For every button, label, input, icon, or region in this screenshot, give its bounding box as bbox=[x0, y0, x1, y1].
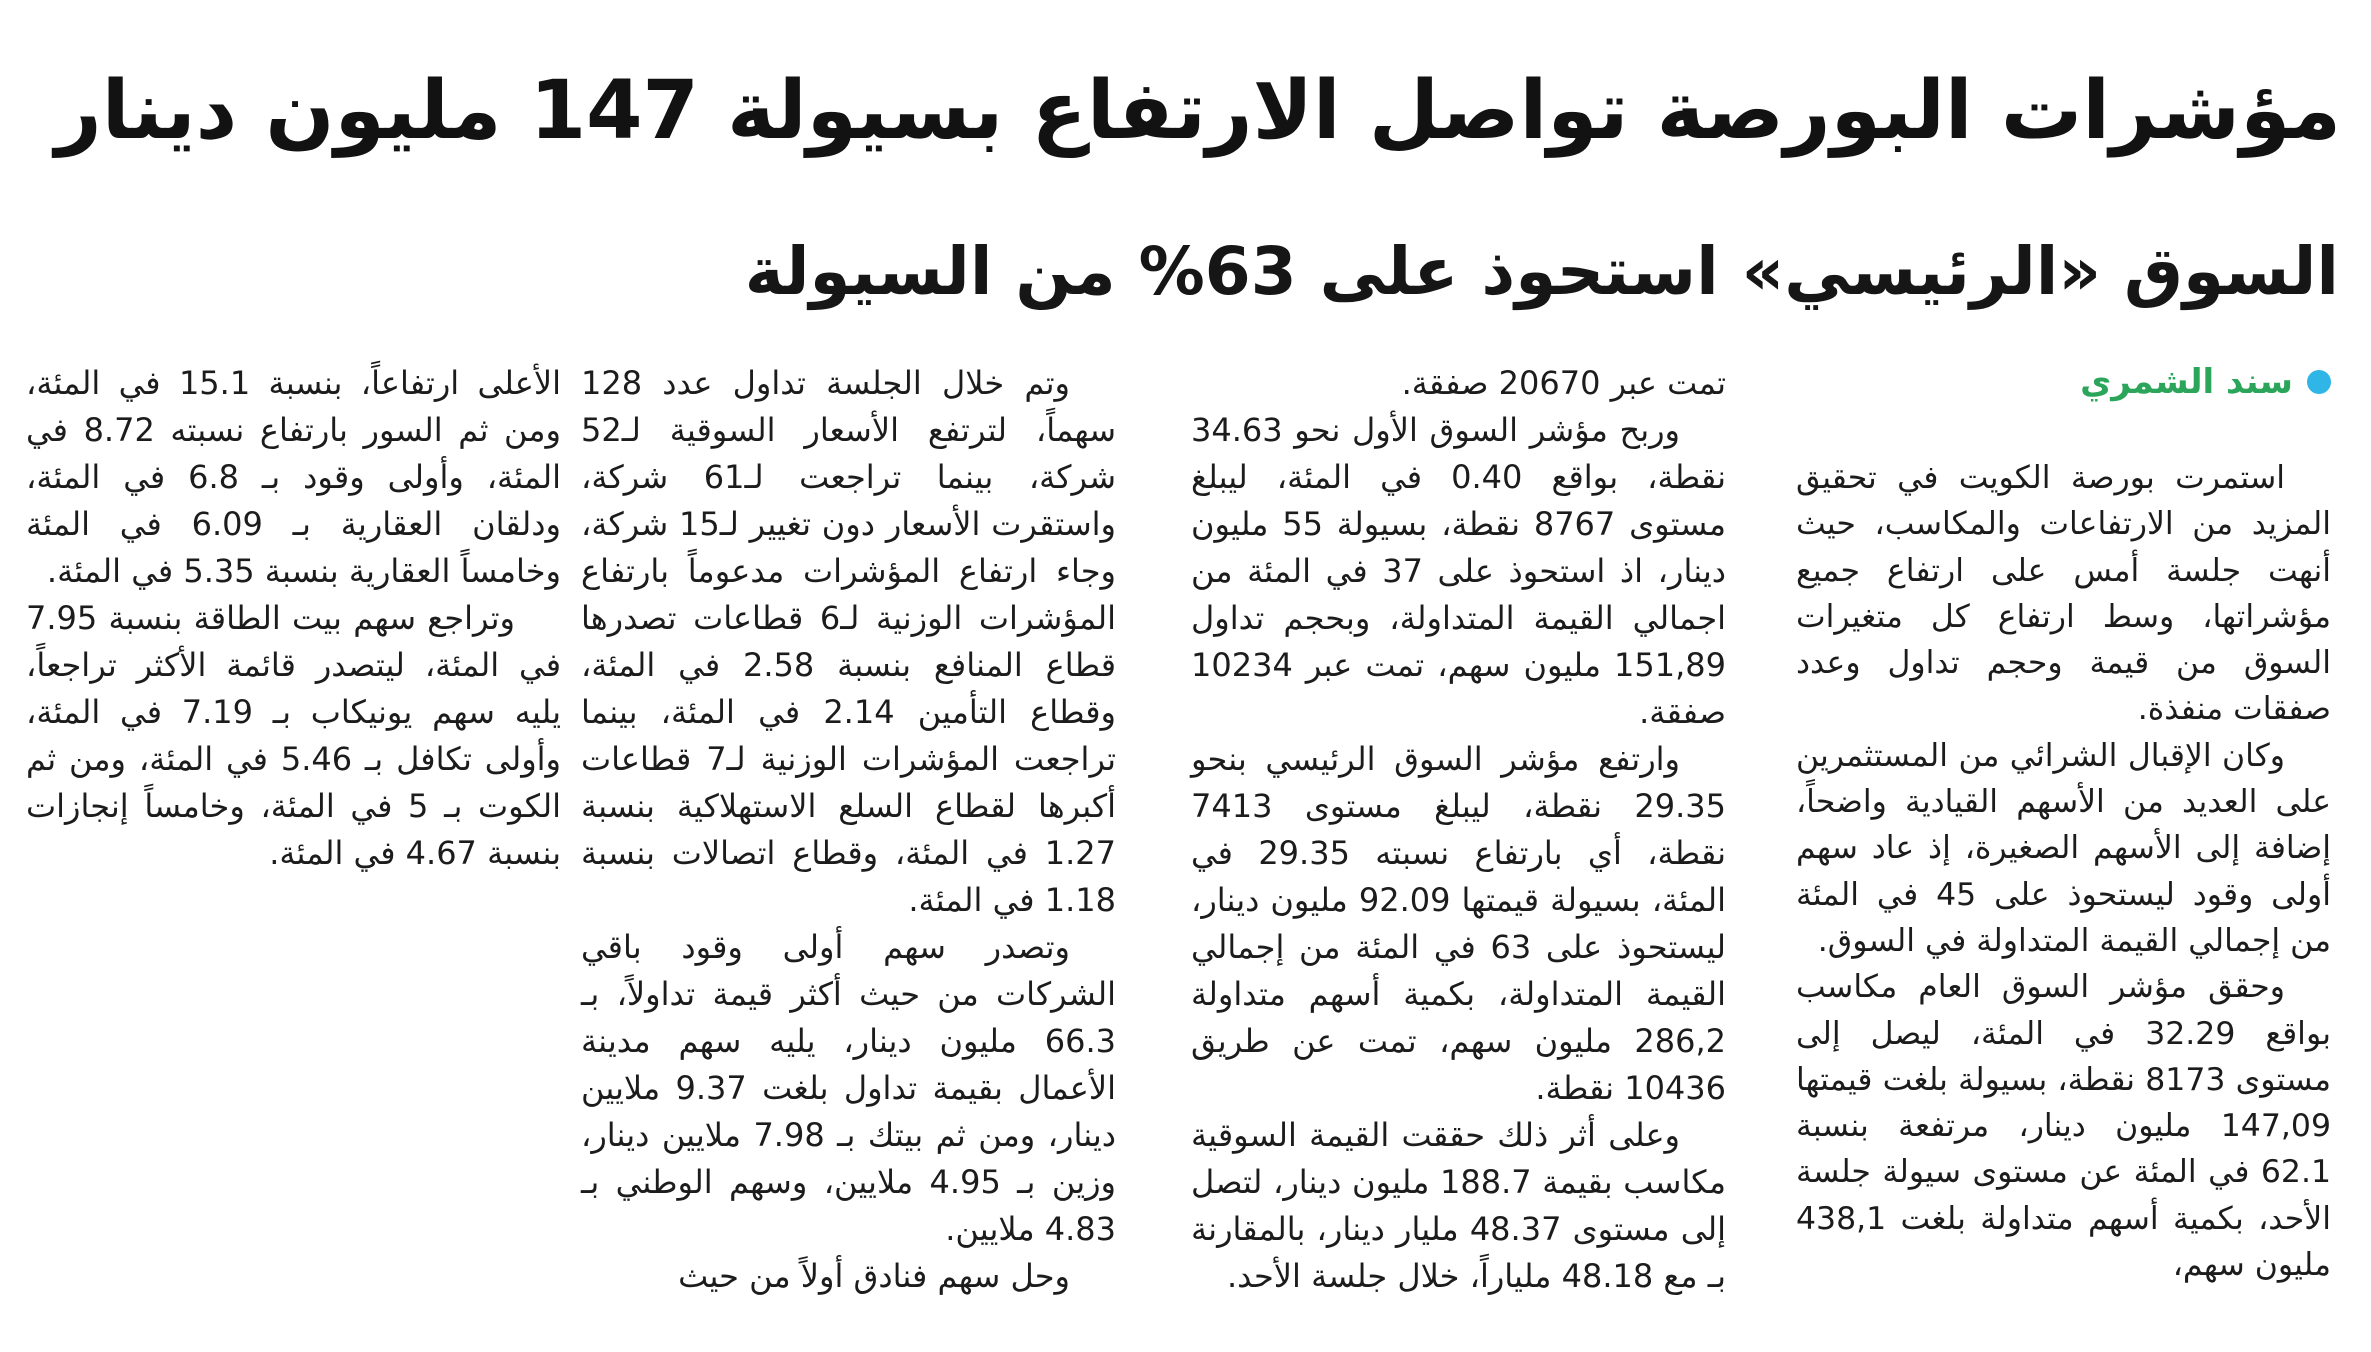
paragraph: وعلى أثر ذلك حققت القيمة السوقية مكاسب بقيمة 188.7 مليون دينار، لتصل إلى مستوى 48.37 مليار دينار، بالمقارنة بـ مع 48.18 ملياراً، خلال جلسة الأحد. bbox=[1191, 1116, 1727, 1295]
paragraph: استمرت بورصة الكويت في تحقيق المزيد من الارتفاعات والمكاسب، حيث أنهت جلسة أمس على ارتفاع جميع مؤشراتها، وسط ارتفاع كل متغيرات السوق من قيمة وحجم تداول وعدد صفقات منفذة. bbox=[1796, 460, 2331, 728]
article-column-2 bbox=[1191, 360, 1726, 1300]
paragraph: وربح مؤشر السوق الأول نحو 34.63 نقطة، بواقع 0.40 في المئة، ليبلغ مستوى 8767 نقطة، بسيولة 55 مليون دينار، اذ استحوذ على 37 في المئة من اجمالي القيمة المتداولة، وبحجم تداول 151,89 مليون سهم، تمت عبر 10234 صفقة. bbox=[1191, 411, 1727, 731]
paragraph: الأعلى ارتفاعاً، بنسبة 15.1 في المئة، ومن ثم السور بارتفاع نسبته 8.72 في المئة، وأولى وقود بـ 6.8 في المئة، ودلقان العقارية بـ 6.09 في المئة وخامساً العقارية بنسبة 5.35 في المئة. bbox=[26, 364, 562, 590]
paragraph: وحل سهم فنادق أولاً من حيث bbox=[678, 1257, 1070, 1295]
article-column-3 bbox=[581, 360, 1116, 1300]
byline bbox=[2080, 362, 2331, 402]
bullet-dot-icon bbox=[2307, 370, 2331, 394]
paragraph: وتصدر سهم أولى وقود باقي الشركات من حيث أكثر قيمة تداولاً، بـ 66.3 مليون دينار، يليه سهم مدينة الأعمال بقيمة تداول بلغت 9.37 ملايين دينار، ومن ثم بيتك بـ 7.98 ملايين دينار، وزين بـ 4.95 ملايين، وسهم الوطني بـ 4.83 ملايين. bbox=[581, 928, 1116, 1248]
paragraph: وتراجع سهم بيت الطاقة بنسبة 7.95 في المئة، ليتصدر قائمة الأكثر تراجعاً، يليه سهم يونيكاب بـ 7.19 في المئة، وأولى تكافل بـ 5.46 في المئة، ومن ثم الكوت بـ 5 في المئة، وخامساً إنجازات بنسبة 4.67 في المئة. bbox=[26, 599, 562, 872]
paragraph: وتم خلال الجلسة تداول عدد 128 سهماً، لترتفع الأسعار السوقية لـ52 شركة، بينما تراجعت لـ61 شركة، واستقرت الأسعار دون تغيير لـ15 شركة، وجاء ارتفاع المؤشرات مدعوماً بارتفاع المؤشرات الوزنية لـ6 قطاعات تصدرها قطاع المنافع بنسبة 2.58 في المئة، وقطاع التأمين 2.14 في المئة، بينما تراجعت المؤشرات الوزنية لـ7 قطاعات أكبرها لقطاع السلع الاستهلاكية بنسبة 1.27 في المئة، وقطاع اتصالات بنسبة 1.18 في المئة. bbox=[581, 364, 1117, 919]
headline: مؤشرات البورصة تواصل الارتفاع بسيولة 147 مليون دينار bbox=[55, 64, 2341, 158]
paragraph: وكان الإقبال الشرائي من المستثمرين على العديد من الأسهم القيادية واضحاً، إضافة إلى الأسهم الصغيرة، إذ عاد سهم أولى وقود ليستحوذ على 45 في المئة من إجمالي القيمة المتداولة في السوق. bbox=[1796, 737, 2331, 959]
article-column-4 bbox=[26, 360, 561, 877]
author-name: سند الشمري bbox=[2080, 362, 2293, 402]
article-column-1 bbox=[1796, 455, 2331, 1288]
paragraph: تمت عبر 20670 صفقة. bbox=[1401, 364, 1726, 402]
paragraph: وحقق مؤشر السوق العام مكاسب بواقع 32.29 في المئة، ليصل إلى مستوى 8173 نقطة، بسيولة بلغت قيمتها 147,09 مليون دينار، مرتفعة بنسبة 62.1 في المئة عن مستوى سيولة جلسة الأحد، بكمية أسهم متداولة بلغت 438,1 مليون سهم، bbox=[1796, 969, 2332, 1284]
subheadline: السوق «الرئيسي» استحوذ على 63% من السيولة bbox=[744, 233, 2339, 310]
paragraph: وارتفع مؤشر السوق الرئيسي بنحو 29.35 نقطة، ليبلغ مستوى 7413 نقطة، أي بارتفاع نسبته 29.35 في المئة، بسيولة قيمتها 92.09 مليون دينار، ليستحوذ على 63 في المئة من إجمالي القيمة المتداولة، بكمية أسهم متداولة 286,2 مليون سهم، تمت عن طريق 10436 نقطة. bbox=[1191, 740, 1727, 1107]
